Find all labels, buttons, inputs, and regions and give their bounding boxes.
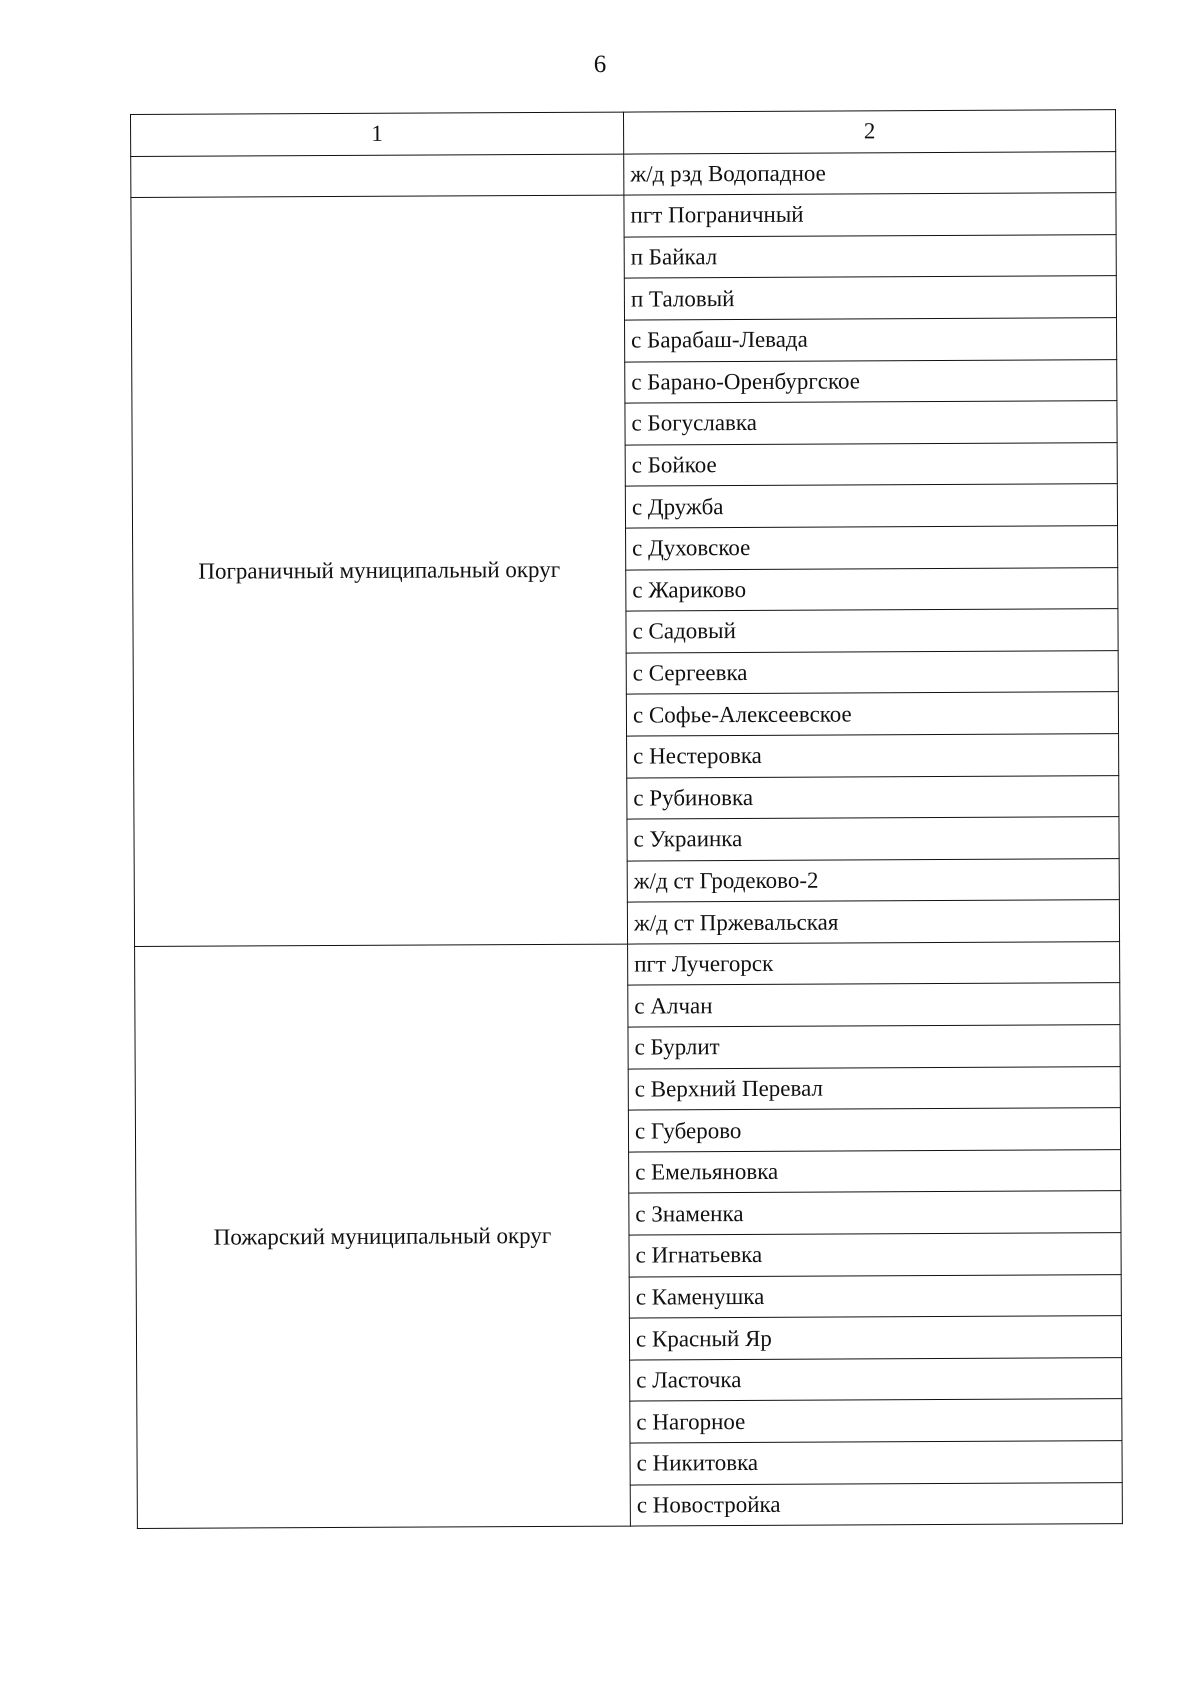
settlement-cell: с Рубиновка [627, 775, 1119, 819]
settlement-cell: с Красный Яр [629, 1316, 1121, 1360]
settlement-cell: с Губерово [628, 1108, 1120, 1152]
settlement-cell: с Жариково [626, 567, 1118, 611]
settlement-cell: с Сергеевка [626, 650, 1118, 694]
page-number: 6 [593, 51, 607, 78]
settlement-cell: с Новостройка [630, 1482, 1122, 1526]
table-row [131, 151, 1116, 197]
settlement-cell: п Байкал [624, 234, 1116, 278]
column-header-2: 2 [623, 110, 1115, 154]
settlement-cell: с Игнатьевка [629, 1233, 1121, 1277]
district-cell-empty [131, 154, 624, 198]
header-row [131, 110, 1116, 156]
settlement-cell: с Бурлит [628, 1025, 1120, 1069]
settlement-cell: с Дружба [625, 484, 1117, 528]
settlement-cell: с Софье-Алексеевское [626, 692, 1118, 736]
settlement-cell: пгт Пограничный [624, 193, 1116, 237]
table-row [131, 193, 1116, 239]
table-row [135, 942, 1120, 988]
settlement-cell: п Таловый [624, 276, 1116, 320]
settlement-cell: с Нагорное [630, 1399, 1122, 1443]
settlement-cell: пгт Лучегорск [628, 942, 1120, 986]
settlement-cell: с Верхний Перевал [628, 1066, 1120, 1110]
settlements-table [130, 109, 1123, 1529]
table-body [131, 110, 1123, 1529]
settlement-cell: с Садовый [626, 609, 1118, 653]
settlement-cell: с Духовское [626, 526, 1118, 570]
settlement-cell: с Украинка [627, 817, 1119, 861]
district-name-cell: Пограничный муниципальный округ [131, 195, 628, 946]
settlement-cell: с Барабаш-Левада [625, 318, 1117, 362]
settlement-cell: с Знаменка [629, 1191, 1121, 1235]
settlement-cell: с Ласточка [630, 1357, 1122, 1401]
settlement-cell: с Бойкое [625, 442, 1117, 486]
settlement-cell: с Каменушка [629, 1274, 1121, 1318]
settlement-cell: ж/д рзд Водопадное [624, 151, 1116, 195]
settlement-cell: ж/д ст Пржевальская [627, 900, 1119, 944]
settlement-cell: с Никитовка [630, 1441, 1122, 1485]
settlement-cell: ж/д ст Гродеково-2 [627, 858, 1119, 902]
column-header-1: 1 [131, 112, 624, 156]
settlement-cell: с Нестеровка [627, 734, 1119, 778]
settlement-cell: с Барано-Оренбургское [625, 359, 1117, 403]
settlement-cell: с Алчан [628, 983, 1120, 1027]
settlement-cell: с Емельяновка [629, 1150, 1121, 1194]
district-name-cell: Пожарский муниципальный округ [135, 944, 631, 1529]
settlement-cell: с Богуславка [625, 401, 1117, 445]
